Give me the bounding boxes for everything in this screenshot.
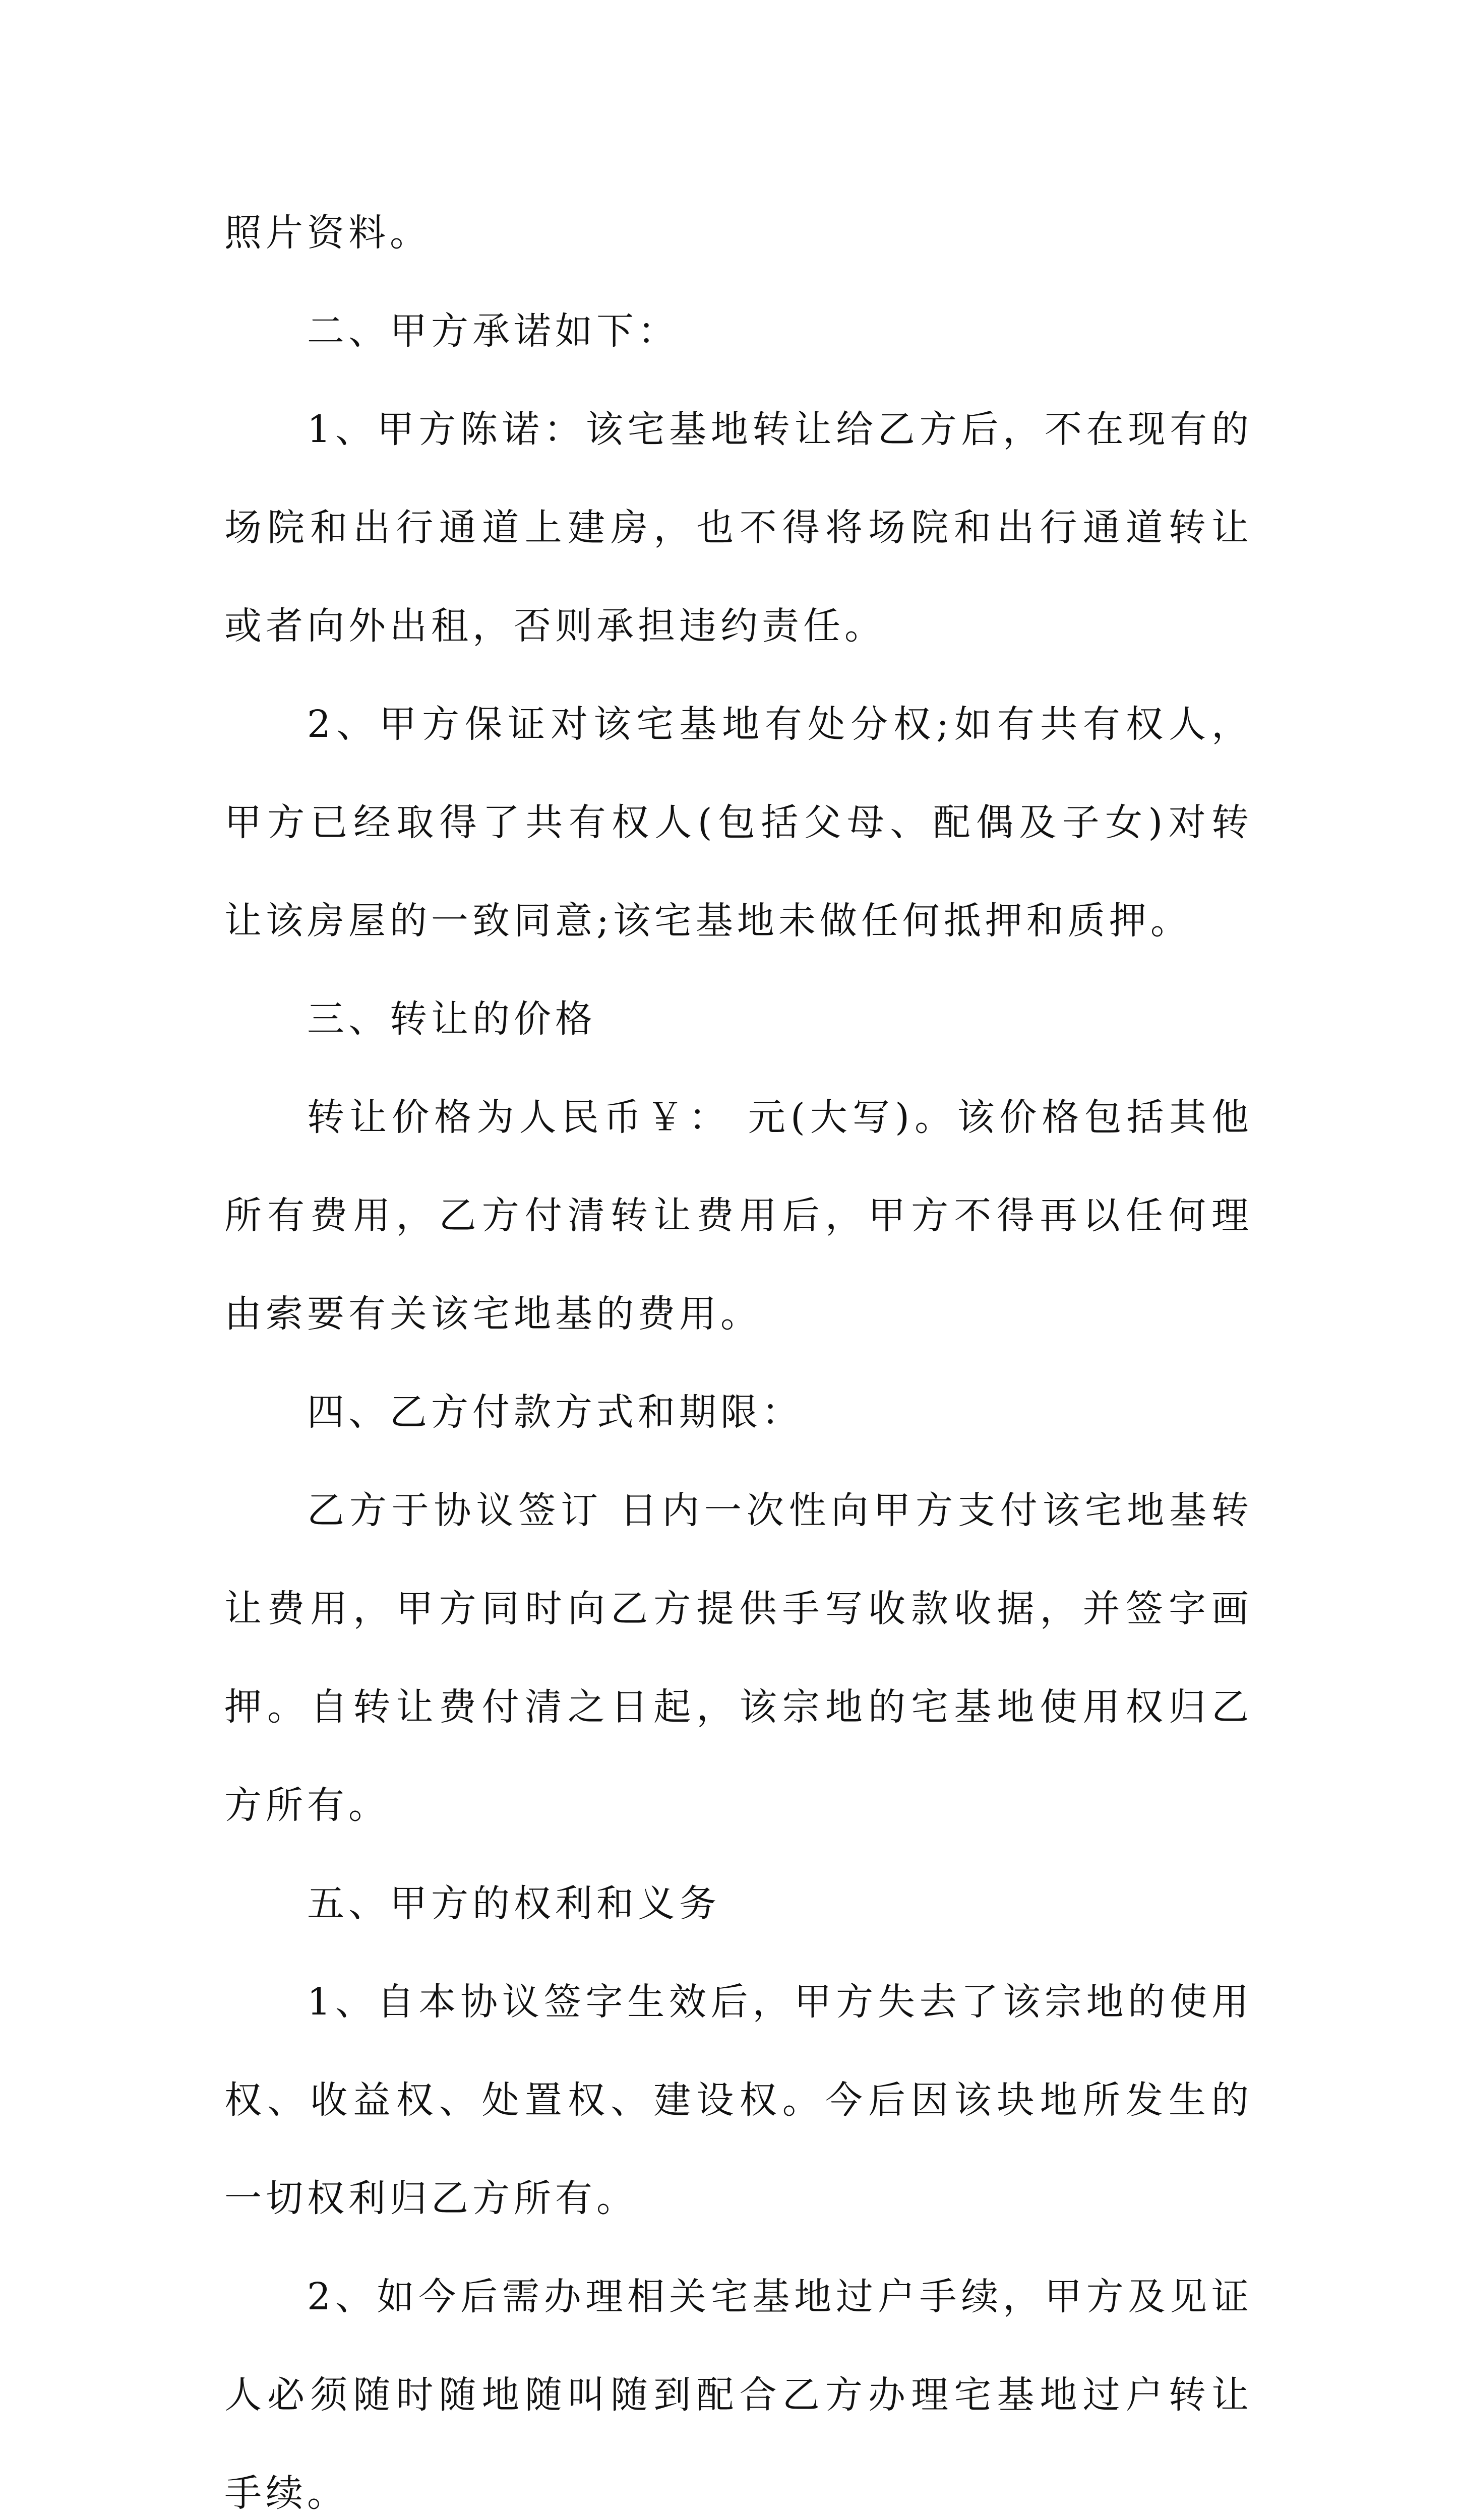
paragraph-2-1: 1、甲方陈诺：该宅基地转让给乙方后，不在现有的场院和出行通道上建房，也不得将场院和出行通道转让或者向外出租，否则承担违约责任。: [224, 408, 1253, 648]
paragraph-2-2: 2、甲方保证对该宅基地有处分权;如有共有权人，甲方已经取得了共有权人(包括父母、配偶及子女)对转让该房屋的一致同意;该宅基地未做任何抵押和质押。: [224, 703, 1253, 942]
section-heading-4: 四、乙方付款方式和期限：: [307, 1391, 803, 1434]
document-body: [224, 184, 1253, 2520]
section-heading-5: 五、甲方的权利和义务: [307, 1882, 720, 1925]
paragraph-0: 照片资料。: [224, 211, 431, 255]
paragraph-5-1: 1、自本协议签字生效后，甲方失去了该宗地的使用权、收益权、处置权、建设权。今后因该块地所发生的一切权利归乙方所有。: [224, 1980, 1253, 2220]
section-heading-3: 三、转让的价格: [307, 997, 596, 1041]
section-heading-2: 二、甲方承诺如下：: [307, 309, 679, 353]
paragraph-5-2: 2、如今后需办理相关宅基地过户手续，甲方及见证人必须随时随地随叫随到配合乙方办理宅基地过户转让手续。: [224, 2275, 1253, 2515]
price-paragraph: 转让价格为人民币￥： 元(大写)。该价格包括其他所有费用，乙方付清转让费用后，甲方不得再以任何理由索要有关该宅地基的费用。: [224, 1096, 1253, 1336]
payment-paragraph: 乙方于协议签订 日内一次性向甲方支付该宅地基转让费用，甲方同时向乙方提供手写收款收据，并签字画押。自转让费付清之日起，该宗地的宅基地使用权归乙方所有。: [224, 1489, 1253, 1827]
